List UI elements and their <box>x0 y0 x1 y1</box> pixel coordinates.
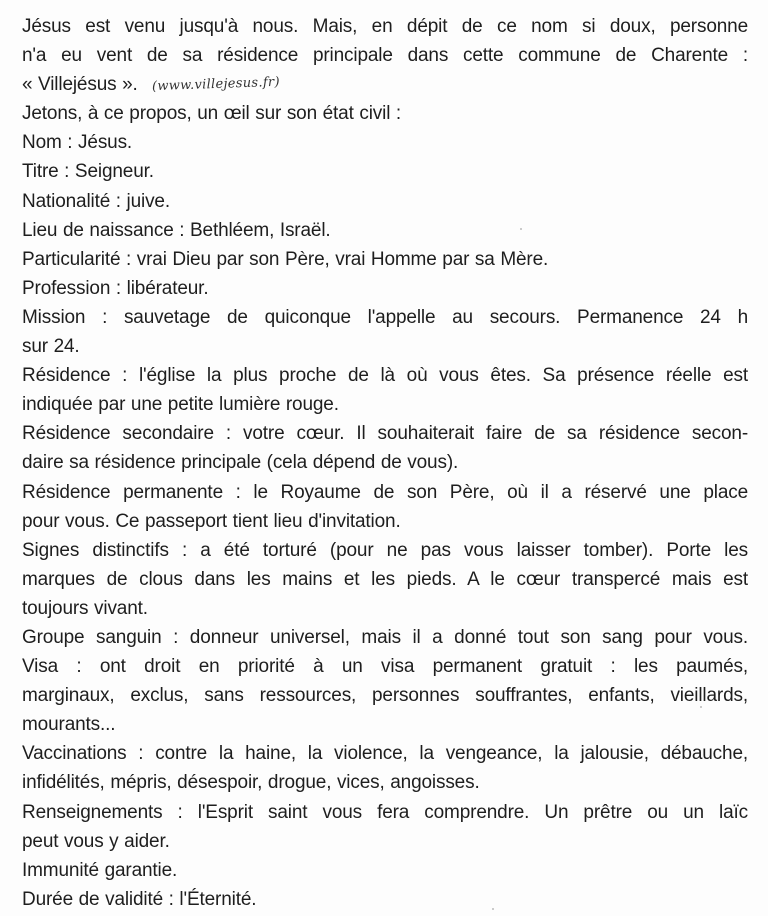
text-line: Vaccinations : contre la haine, la violence, la vengeance, la jalousie, débauche, <box>22 743 748 765</box>
text-line: Particularité : vrai Dieu par son Père, vrai Homme par sa Mère. <box>22 248 549 270</box>
text-line: Résidence : l'église la plus proche de là où vous êtes. Sa présence réelle est <box>22 365 748 387</box>
text-line: Groupe sanguin : donneur universel, mais il a donné tout son sang pour vous. <box>22 626 748 648</box>
text-line: Visa : ont droit en priorité à un visa permanent gratuit : les paumés, <box>22 656 748 678</box>
text-line: Immunité garantie. <box>22 859 178 881</box>
text-line: Résidence secondaire : votre cœur. Il souhaiterait faire de sa résidence secon- <box>22 423 748 445</box>
text-line: Jetons, à ce propos, un œil sur son état civil : <box>22 103 402 125</box>
text-line: Nom : Jésus. <box>22 132 133 154</box>
text-line: Signes distinctifs : a été torturé (pour ne pas vous laisser tomber). Porte les <box>22 539 748 561</box>
text-line: mourants... <box>22 714 116 736</box>
handwritten-annotation: (www.villejesus.fr) <box>151 74 280 95</box>
text-line: Renseignements : l'Esprit saint vous fera comprendre. Un prêtre ou un laïc <box>22 801 748 823</box>
text-line: marques de clous dans les mains et les pieds. A le cœur transpercé mais est <box>22 568 748 590</box>
text-line: peut vous y aider. <box>22 830 170 852</box>
text-line: n'a eu vent de sa résidence principale dans cette commune de Charente : <box>22 45 748 67</box>
scan-speck <box>492 908 494 910</box>
text-line-with-note <box>22 70 748 99</box>
text-line: pour vous. Ce passeport tient lieu d'invitation. <box>22 510 401 532</box>
text-line: indiquée par une petite lumière rouge. <box>22 394 339 416</box>
text-line: « Villejésus ». <box>22 74 138 96</box>
text-line: marginaux, exclus, sans ressources, personnes souffrantes, enfants, vieillards, <box>22 685 748 707</box>
text-line: Nationalité : juive. <box>22 190 170 212</box>
scan-speck <box>700 706 702 708</box>
document-body <box>22 12 748 914</box>
text-line: daire sa résidence principale (cela dépend de vous). <box>22 452 459 474</box>
text-line: Jésus est venu jusqu'à nous. Mais, en dépit de ce nom si doux, personne <box>22 16 748 37</box>
text-line: sur 24. <box>22 336 80 358</box>
text-line: Durée de validité : l'Éternité. <box>22 888 257 910</box>
text-line: Résidence permanente : le Royaume de son Père, où il a réservé une place <box>22 481 748 503</box>
text-line: Lieu de naissance : Bethléem, Israël. <box>22 219 331 241</box>
text-line: Profession : libérateur. <box>22 277 209 299</box>
scan-speck <box>520 228 522 230</box>
text-line: infidélités, mépris, désespoir, drogue, vices, angoisses. <box>22 772 480 794</box>
text-line: Mission : sauvetage de quiconque l'appelle au secours. Permanence 24 h <box>22 306 748 328</box>
text-line: toujours vivant. <box>22 597 148 619</box>
text-line: Titre : Seigneur. <box>22 161 154 183</box>
